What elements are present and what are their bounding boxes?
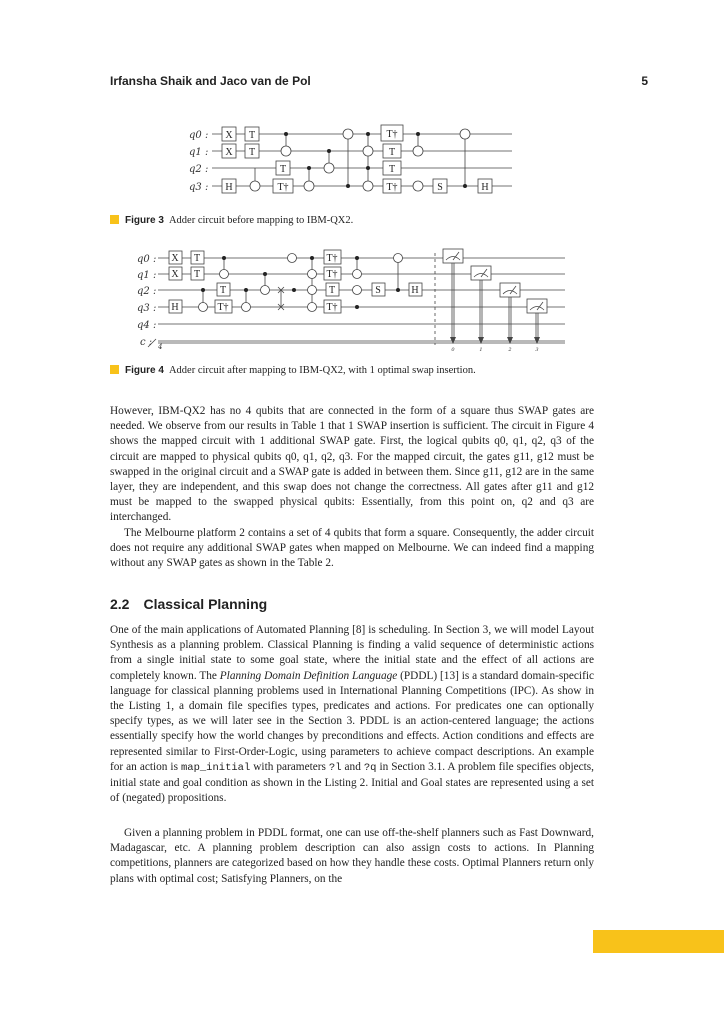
fig4-qubit-label: c : — [140, 337, 153, 348]
fig3-gate: X — [225, 147, 233, 158]
section-number: 2.2 — [110, 596, 130, 612]
fig3-gate: X — [225, 130, 233, 141]
classical-register-width: 4 — [158, 343, 163, 351]
code-term: ?l — [328, 761, 342, 774]
fig4-gate: T — [328, 285, 336, 296]
caption-text: Adder circuit before mapping to IBM-QX2. — [168, 215, 354, 226]
fig3-gate: H — [481, 182, 489, 193]
fig3-qubit-label: q1 : — [189, 147, 209, 158]
fig3-qubit-label: q2 : — [189, 164, 209, 175]
fig3-gate: T — [279, 164, 287, 175]
fig3-gate: T† — [386, 129, 398, 140]
fig3-qubit-label: q3 : — [189, 182, 209, 193]
fig4-qubit-label: q1 : — [137, 270, 157, 281]
fig4-qubit-label: q4 : — [137, 320, 157, 331]
caption-marker-icon — [110, 215, 119, 224]
measure-index: 3 — [535, 347, 539, 353]
fig3-gate: S — [437, 182, 443, 193]
paragraph: Given a planning problem in PDDL format, one can use off-the-shelf planners such as Fast Downward, Madagascar, etc. A planning problem description can also assign costs to actions. In Planning competitions, planners are categorized based on how they handle these costs. Optimal Planners return only plans with optimal cost; Satisfying Planners, on the — [110, 827, 594, 885]
fig4-gate: T — [193, 269, 201, 280]
fig4-gate: T — [193, 253, 201, 264]
fig4-gate: X — [171, 269, 179, 280]
fig3-gate: T — [248, 130, 256, 141]
fig3-gate: T — [388, 147, 396, 158]
measure-index: 1 — [479, 347, 483, 353]
fig4-gate: S — [375, 285, 381, 296]
caption-marker-icon — [110, 365, 119, 374]
footer-accent-bar — [593, 930, 724, 953]
text-run: and — [341, 760, 364, 773]
fig3-gate: T — [248, 147, 256, 158]
figure-3-circuit — [0, 120, 724, 200]
figure-4-caption — [110, 365, 476, 376]
page-number: 5 — [641, 74, 648, 88]
fig3-gate: T† — [386, 182, 398, 193]
fig3-gate: H — [225, 182, 233, 193]
section-heading — [110, 596, 267, 612]
fig4-gate: T — [219, 285, 227, 296]
fig4-gate: H — [411, 285, 419, 296]
fig4-gate: T† — [326, 253, 338, 264]
fig3-qubit-label: q0 : — [189, 130, 209, 141]
fig4-qubit-label: q3 : — [137, 303, 157, 314]
fig4-gate: H — [171, 302, 179, 313]
measure-index: 2 — [508, 347, 512, 353]
running-authors: Irfansha Shaik and Jaco van de Pol — [110, 74, 311, 88]
fig4-qubit-label: q2 : — [137, 286, 157, 297]
figure-label: Figure 3 — [125, 215, 164, 226]
fig4-gate: T† — [326, 269, 338, 280]
fig3-gate: T — [388, 164, 396, 175]
page-header — [110, 74, 648, 90]
code-term: map_initial — [180, 761, 251, 774]
text-run: with parameters — [250, 760, 329, 773]
fig3-gate: T† — [277, 182, 289, 193]
fig4-gate: T† — [326, 302, 338, 313]
figure-3-caption — [110, 215, 353, 226]
text-run: One of the main applications of Automated Planning [8] is scheduling. In Section 3, we will model Layout Synthesis as a planning problem. Classical Planning is finding a valid sequence of deterministic actions from a single initial state to some goal state, where the initial state and the effect of all actions are completely known. The — [110, 624, 594, 682]
italic-term: Planning Domain Definition Language — [219, 669, 398, 682]
fig4-qubit-label: q0 : — [137, 254, 157, 265]
caption-text: Adder circuit after mapping to IBM-QX2, with 1 optimal swap insertion. — [168, 365, 476, 376]
paragraph — [110, 623, 594, 806]
text-run: (PDDL) [13] is a standard domain-specific language for classical planning problems used in International Planning Competitions (IPC). As show in the Listing 1, a domain file specifies types, predicates and actions. For predicates one can optionally specify types, as we will later see in the Section 3. PDDL is an action-centered language; the actions essentially specify how the world changes by preconditions and effects. Action conditions and effects are represented similar to First-Order-Logic, using parameters to achieve compact descriptions. An example for an action is — [110, 669, 594, 773]
text-run: in Section 3.1. A problem file specifies objects, initial state and goal condition as shown in the Listing 2. Initial and Goal states are represented using a set of (negated) propositions. — [110, 760, 595, 805]
section-title: Classical Planning — [143, 596, 268, 612]
figure-label: Figure 4 — [125, 365, 164, 376]
code-term: ?q — [363, 761, 377, 774]
paragraph: The Melbourne platform 2 contains a set of 4 qubits that form a square. Consequently, the adder circuit does not require any additional SWAP gates when mapped on Melbourne. We can indeed find a mapping without any SWAP gates as shown in the Table 2. — [110, 527, 594, 570]
measure-index: 0 — [451, 347, 455, 353]
paragraph: However, IBM-QX2 has no 4 qubits that are connected in the form of a square thus SWAP gates are needed. We observe from our results in Table 1 that 1 SWAP insertion is sufficient. The circuit in Figure 4 shows the mapped circuit with 1 additional SWAP gate. First, the logical qubits q0, q1, q2, q3 of the circuit are mapped to physical qubits q0, q1, q2, q3. For the mapped circuit, the gates g11, g12 must be swapped in the original circuit and a SWAP gate is added in between them. Since g11, g12 are in the same layer, they are independent, and this swap does not change the correctness. All gates after g11 and g12 must be mapped to the swapped physical qubits: Essentially, from this point on, q2 and q3 are interchanged. — [110, 405, 594, 524]
fig4-gate: T† — [217, 302, 229, 313]
fig4-gate: X — [171, 253, 179, 264]
figure-4-circuit — [0, 245, 724, 355]
